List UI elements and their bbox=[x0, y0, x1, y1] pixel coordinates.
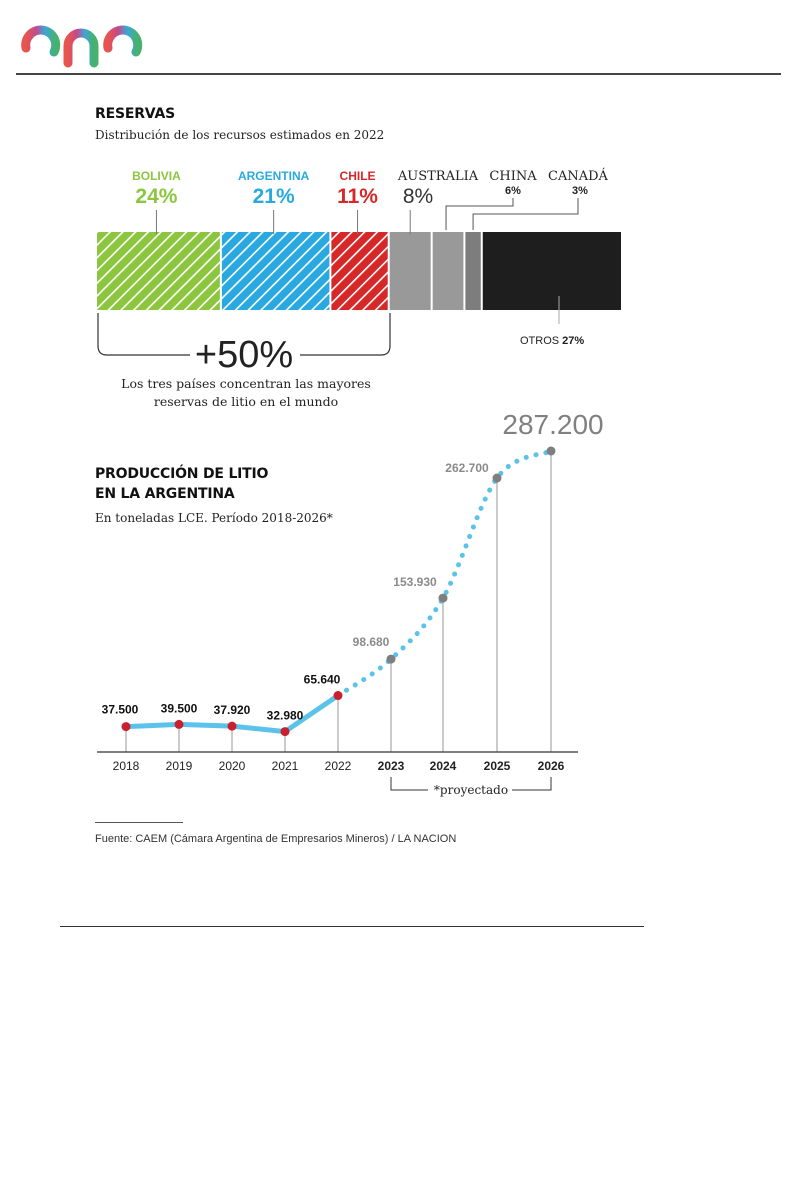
data-label-2021: 32.980 bbox=[266, 708, 304, 723]
x-tick-label-2020: 2020 bbox=[218, 759, 246, 773]
data-point-2021 bbox=[281, 727, 290, 736]
value-label-bolivia: 24% bbox=[135, 185, 178, 208]
bracket-note-line1: Los tres países concentran las mayores bbox=[121, 376, 371, 391]
data-label-2022: 65.640 bbox=[303, 672, 341, 687]
value-label-canada: 3% bbox=[572, 185, 588, 197]
reserves-title: RESERVAS bbox=[95, 106, 175, 122]
bar-segment-canadá bbox=[465, 232, 480, 310]
bar-segment-chile bbox=[331, 232, 387, 310]
otros-label: OTROS 27% bbox=[520, 335, 585, 347]
production-title-line2: EN LA ARGENTINA bbox=[95, 486, 235, 502]
data-point-2023 bbox=[387, 655, 396, 664]
source-note: Fuente: CAEM (Cámara Argentina de Empresarios Mineros) / LA NACION bbox=[95, 833, 457, 845]
data-point-2025 bbox=[493, 474, 502, 483]
value-label-chile: 11% bbox=[337, 185, 378, 208]
value-label-australia: 8% bbox=[402, 185, 434, 208]
x-tick-label-2026: 2026 bbox=[537, 759, 565, 773]
bar-segment-australia bbox=[390, 232, 431, 310]
production-subtitle: En toneladas LCE. Período 2018-2026* bbox=[95, 511, 333, 525]
x-tick-label-2018: 2018 bbox=[112, 759, 140, 773]
data-point-2024 bbox=[439, 594, 448, 603]
bar-segment-china bbox=[433, 232, 464, 310]
header-rule bbox=[16, 73, 781, 75]
x-tick-label-2025: 2025 bbox=[483, 759, 511, 773]
bracket-label: +50% bbox=[194, 334, 294, 376]
data-label-2020: 37.920 bbox=[213, 703, 251, 718]
country-label-argentina: ARGENTINA bbox=[237, 169, 310, 183]
footer-rule bbox=[60, 926, 644, 927]
x-tick-label-2019: 2019 bbox=[165, 759, 193, 773]
bar-segment-bolivia bbox=[97, 232, 220, 310]
data-label-2024: 153.930 bbox=[393, 575, 437, 590]
production-line-chart bbox=[0, 400, 800, 810]
country-label-chile: CHILE bbox=[339, 169, 376, 183]
country-label-china: CHINA bbox=[489, 169, 537, 184]
value-label-china: 6% bbox=[505, 185, 521, 197]
enel-logo bbox=[16, 8, 176, 70]
country-label-bolivia: BOLIVIA bbox=[132, 169, 181, 183]
bracket-note-line2: reservas de litio en el mundo bbox=[153, 394, 339, 409]
data-point-2022 bbox=[334, 691, 343, 700]
x-tick-label-2024: 2024 bbox=[429, 759, 457, 773]
reserves-stacked-bar-chart bbox=[0, 150, 800, 420]
data-point-2018 bbox=[122, 722, 131, 731]
data-point-2020 bbox=[228, 722, 237, 731]
data-label-2018: 37.500 bbox=[101, 702, 139, 717]
data-point-2019 bbox=[175, 720, 184, 729]
x-tick-label-2023: 2023 bbox=[377, 759, 405, 773]
data-label-2023: 98.680 bbox=[352, 635, 390, 650]
series-line-projected bbox=[338, 451, 551, 696]
data-label-2026: 287.200 bbox=[502, 409, 604, 440]
country-label-canada: CANADÁ bbox=[548, 169, 608, 184]
bar-segment-otros bbox=[483, 232, 621, 310]
production-title-line1: PRODUCCIÓN DE LITIO bbox=[95, 466, 269, 482]
data-point-2026 bbox=[547, 447, 556, 456]
value-label-argentina: 21% bbox=[252, 185, 295, 208]
country-label-australia: AUSTRALIA bbox=[397, 169, 479, 184]
source-rule bbox=[95, 822, 183, 823]
x-tick-label-2021: 2021 bbox=[271, 759, 299, 773]
leader-line-canada bbox=[473, 198, 578, 230]
data-label-2019: 39.500 bbox=[160, 701, 198, 716]
x-tick-label-2022: 2022 bbox=[324, 759, 352, 773]
projected-label: *proyectado bbox=[433, 783, 509, 797]
data-label-2025: 262.700 bbox=[445, 461, 489, 476]
reserves-subtitle: Distribución de los recursos estimados en 2022 bbox=[95, 128, 385, 142]
bar-segment-argentina bbox=[222, 232, 330, 310]
